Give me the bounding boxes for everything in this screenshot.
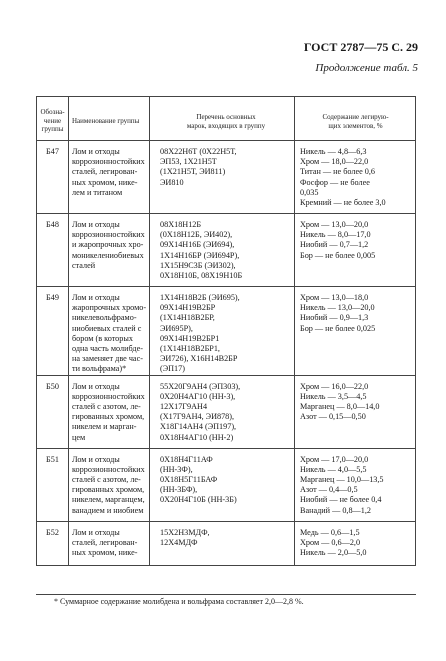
grade-line: 0Х18Н5Г11БАФ	[160, 475, 218, 485]
group-name-cell	[69, 141, 150, 214]
group-name-line: ниобиевых сталей с	[72, 323, 142, 333]
grade-line: (НН-3БФ),	[160, 485, 198, 495]
table-body	[37, 141, 416, 566]
table-header-row	[37, 97, 416, 141]
alloy-content-cell	[295, 375, 416, 448]
grade-line: Х18Г14АН4 (ЭП197),	[160, 422, 237, 432]
table-row	[37, 448, 416, 521]
grades-list-cell	[150, 521, 295, 565]
content-line: Марганец — 8,0—14,0	[300, 402, 380, 412]
group-name-line: ванадием и ниобием	[72, 505, 144, 515]
grade-line: (ЭП17)	[160, 364, 185, 374]
page-header	[118, 40, 418, 75]
group-name-line: Лом и отходы	[72, 381, 120, 391]
content-line: Азот — 0,15—0,50	[300, 412, 366, 422]
grade-line: 09Х14Н19В2БР1	[160, 333, 220, 343]
grade-line: 0Х20Н4Г10Б (НН-3Б)	[160, 495, 237, 505]
content-line: Бор — не более 0,025	[300, 323, 376, 333]
group-name-cell	[69, 214, 150, 287]
grade-line: 12Х17Г9АН4	[160, 402, 208, 412]
grade-line: 08Х18Н12Б	[160, 220, 202, 229]
group-name-line: одна часть молибде-	[72, 344, 143, 354]
group-name-line: сталей	[72, 260, 96, 270]
header-text-line: щих элементов, %	[328, 121, 383, 130]
group-name-line: сталей с азотом, ле-	[72, 402, 141, 412]
standard-title: ГОСТ 2787—75 С. 29	[303, 40, 418, 54]
header-group-name	[69, 97, 150, 141]
group-code-cell	[37, 448, 69, 521]
content-line: Медь — 0,6—1,5	[300, 527, 360, 537]
header-text-line: Содержание легирую-	[322, 112, 389, 121]
group-name-line: коррозионностойких	[72, 464, 145, 474]
alloy-content-cell	[295, 521, 416, 565]
alloy-groups-table	[36, 96, 416, 566]
group-code-cell	[37, 287, 69, 376]
grade-line: ЭИ810	[160, 177, 184, 187]
header-grades-list	[150, 97, 295, 141]
content-line: Марганец — 10,0—13,5	[300, 475, 384, 485]
group-name-cell	[69, 287, 150, 376]
content-line: Азот — 0,4—0,5	[300, 485, 358, 495]
group-name-line: и жаропрочных хро-	[72, 240, 144, 250]
table-continuation-note: Продолжение табл. 5	[315, 62, 418, 74]
grade-line: 1Х14Н16БР (ЭИ694Р),	[160, 250, 240, 260]
grades-list-cell	[150, 141, 295, 214]
grade-line: 0Х18Н4Г11АФ	[160, 454, 213, 464]
content-line: Хром — 18,0—22,0	[300, 157, 369, 167]
table-row	[37, 287, 416, 376]
content-line: Хром — 0,6—2,0	[300, 537, 361, 547]
grades-list-cell	[150, 375, 295, 448]
grades-list-cell	[150, 214, 295, 287]
content-line: Титан — не более 0,6	[300, 167, 376, 177]
content-line: Фосфор — не более	[300, 177, 370, 187]
footnote: * Суммарное содержание молибдена и вольфрама составляет 2,0—2,8 %.	[54, 597, 304, 606]
content-line: Кремний — не более 3,0	[300, 198, 386, 208]
table-row	[37, 141, 416, 214]
group-name-line: Лом и отходы	[72, 220, 120, 229]
content-line: Никель — 2,0—5,0	[300, 548, 367, 558]
group-code: Б48	[46, 220, 59, 229]
content-line: Хром — 17,0—20,0	[300, 454, 369, 464]
group-name-line: никелевольфрамо-	[72, 313, 137, 323]
group-name-line: коррозионностойких	[72, 391, 145, 401]
grade-line: (1Х21Н5Т, ЭИ811)	[160, 167, 226, 177]
grade-line: (1Х14Н18В2БР,	[160, 313, 215, 323]
content-line: Бор — не более 0,005	[300, 250, 376, 260]
group-name-line: ти вольфрама)*	[72, 364, 127, 374]
group-code-cell	[37, 214, 69, 287]
group-name-line: лем и титаном	[72, 187, 123, 197]
grade-line: (Х17Г9АН4, ЭИ878),	[160, 412, 235, 422]
group-name-line: жаропрочных хромо-	[72, 303, 147, 313]
grade-line: 1Х14Н18В2Б (ЭИ695),	[160, 293, 240, 302]
grade-line: 55Х20Г9АН4 (ЭП303),	[160, 381, 241, 391]
group-name-line: Лом и отходы	[72, 454, 120, 464]
header-text-line: Обозна-	[40, 108, 65, 117]
content-line: Ванадий — 0,8—1,2	[300, 505, 371, 515]
alloy-content-cell	[295, 214, 416, 287]
grade-line: 1Х15Н9С3Б (ЭИ302),	[160, 260, 236, 270]
content-line: Ниобий — 0,7—1,2	[300, 240, 369, 250]
group-code: Б47	[46, 147, 59, 156]
header-text-line: группы	[41, 125, 64, 134]
content-line: Никель — 3,5—4,5	[300, 391, 367, 401]
grade-line: 0Х20Н4АГ10 (НН-3),	[160, 391, 236, 401]
grade-line: 15Х2Н3МДФ,	[160, 527, 210, 537]
alloy-content-cell	[295, 141, 416, 214]
group-name-line: гированных хромом,	[72, 412, 145, 422]
alloy-content-cell	[295, 287, 416, 376]
grade-line: ЭИ695Р),	[160, 323, 193, 333]
group-name-cell	[69, 375, 150, 448]
content-line: Ниобий — 0,9—1,3	[300, 313, 369, 323]
group-name-line: ных хромом, нике-	[72, 177, 138, 187]
group-name-line: Лом и отходы	[72, 527, 120, 537]
group-name-line: на заменяет две час-	[72, 354, 143, 364]
group-name-line: коррозионностойких	[72, 230, 145, 240]
grade-line: (НН-3Ф),	[160, 464, 193, 474]
footnote-rule	[36, 594, 416, 595]
group-code: Б49	[46, 293, 59, 302]
group-code-cell	[37, 141, 69, 214]
table-row	[37, 214, 416, 287]
content-line: Хром — 13,0—18,0	[300, 293, 369, 302]
content-line: Никель — 4,0—5,5	[300, 464, 367, 474]
header-text-line: Наименование группы	[72, 117, 140, 126]
content-line: Никель — 8,0—17,0	[300, 230, 371, 240]
grades-list-cell	[150, 448, 295, 521]
content-line: Ниобий — не более 0,4	[300, 495, 382, 505]
grades-list-cell	[150, 287, 295, 376]
grade-line: ЭП53, 1Х21Н5Т	[160, 157, 217, 167]
group-name-line: цем	[72, 432, 86, 442]
grade-line: 09Х14Н16Б (ЭИ694),	[160, 240, 235, 250]
table-row	[37, 521, 416, 565]
content-line: Никель — 4,8—6,3	[300, 147, 367, 156]
grade-line: 0Х18Н4АГ10 (НН-2)	[160, 432, 234, 442]
group-code-cell	[37, 375, 69, 448]
header-alloy-content	[295, 97, 416, 141]
group-name-line: сталей с азотом, ле-	[72, 475, 141, 485]
group-name-cell	[69, 521, 150, 565]
group-name-line: Лом и отходы	[72, 293, 120, 302]
grade-line: (1Х14Н18В2БР1,	[160, 344, 220, 354]
group-name-line: Лом и отходы	[72, 147, 120, 156]
header-text-line: чение	[43, 116, 62, 125]
table-row	[37, 375, 416, 448]
grade-line: 12Х4МДФ	[160, 537, 198, 547]
header-text-line: Перечень основных	[196, 112, 256, 121]
group-name-line: бором (в которых	[72, 333, 133, 343]
group-name-line: гированных хромом,	[72, 485, 145, 495]
grade-line: 08Х22Н6Т (0Х22Н5Т,	[160, 147, 237, 156]
group-name-line: никелем, марганцем,	[72, 495, 145, 505]
group-name-line: сталей, легирован-	[72, 537, 138, 547]
header-group-code	[37, 97, 69, 141]
grade-line: 09Х14Н19В2БР	[160, 303, 216, 313]
group-name-cell	[69, 448, 150, 521]
grade-line: ЭИ726), Х16Н14В2БР	[160, 354, 238, 364]
group-code: Б52	[46, 527, 59, 537]
header-text-line: марок, входящих в группу	[186, 121, 266, 130]
group-name-line: сталей, легирован-	[72, 167, 138, 177]
grade-line: 0Х18Н10Б, 08Х19Н10Б	[160, 271, 243, 281]
group-name-line: ных хромом, нике-	[72, 548, 138, 558]
alloy-content-cell	[295, 448, 416, 521]
group-name-line: моникелениобиевых	[72, 250, 144, 260]
group-code-cell	[37, 521, 69, 565]
group-name-line: никелем и марган-	[72, 422, 137, 432]
content-line: 0,035	[300, 187, 319, 197]
content-line: Никель — 13,0—20,0	[300, 303, 375, 313]
group-code: Б50	[46, 381, 59, 391]
group-code: Б51	[46, 454, 59, 464]
content-line: Хром — 16,0—22,0	[300, 381, 369, 391]
content-line: Хром — 13,0—20,0	[300, 220, 369, 229]
group-name-line: коррозионностойких	[72, 157, 145, 167]
grade-line: (0Х18Н12Б, ЭИ402),	[160, 230, 233, 240]
